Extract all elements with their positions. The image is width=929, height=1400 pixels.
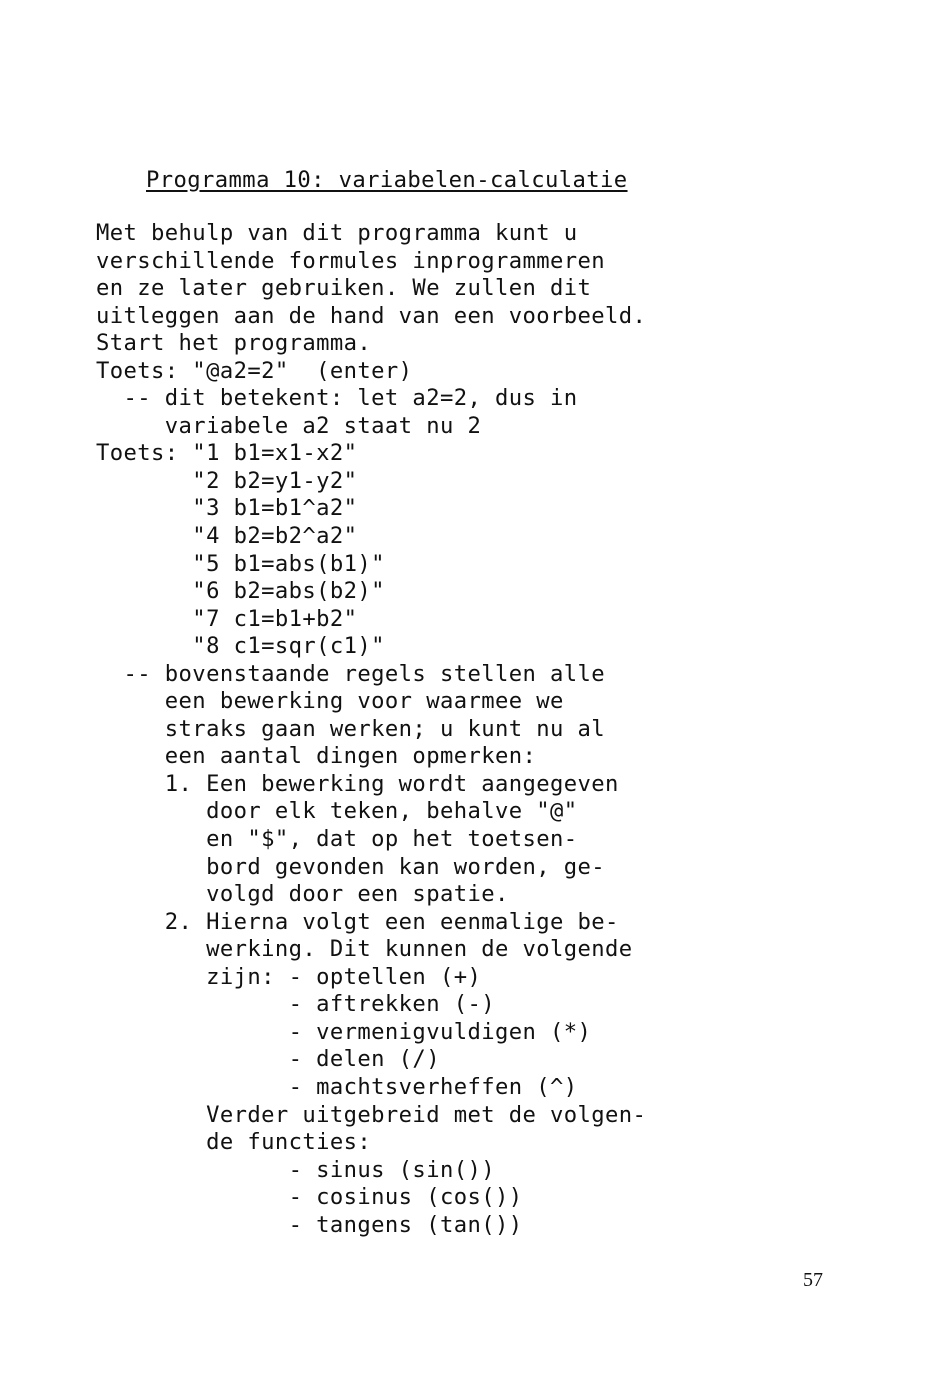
text-line: door elk teken, behalve "@" xyxy=(96,798,578,825)
text-line: -- dit betekent: let a2=2, dus in xyxy=(96,385,578,412)
text-line: en "$", dat op het toetsen- xyxy=(96,826,578,853)
text-line: "5 b1=abs(b1)" xyxy=(96,550,385,577)
text-line: Start het programma. xyxy=(96,330,372,357)
text-line: "7 c1=b1+b2" xyxy=(96,605,358,632)
text-line: - delen (/) xyxy=(96,1046,440,1073)
text-line: variabele a2 staat nu 2 xyxy=(96,412,482,439)
text-line: - tangens (tan()) xyxy=(96,1211,523,1238)
text-line: Toets: "@a2=2" (enter) xyxy=(96,357,413,384)
text-line: - sinus (sin()) xyxy=(96,1156,495,1183)
text-line: werking. Dit kunnen de volgende xyxy=(96,936,633,963)
text-line: Verder uitgebreid met de volgen- xyxy=(96,1101,647,1128)
text-line: - aftrekken (-) xyxy=(96,991,495,1018)
text-line: "4 b2=b2^a2" xyxy=(96,523,358,550)
text-line: Met behulp van dit programma kunt u xyxy=(96,220,578,246)
page-number: 57 xyxy=(803,1269,823,1291)
text-line: en ze later gebruiken. We zullen dit xyxy=(96,275,592,302)
section-title: Programma 10: variabelen-calculatie xyxy=(146,167,628,193)
text-line: - machtsverheffen (^) xyxy=(96,1073,578,1100)
text-line: zijn: - optellen (+) xyxy=(96,963,482,990)
text-line: "2 b2=y1-y2" xyxy=(96,467,358,494)
body-text xyxy=(96,220,646,1239)
text-line: verschillende formules inprogrammeren xyxy=(96,247,606,274)
text-line: de functies: xyxy=(96,1129,372,1156)
text-line: -- bovenstaande regels stellen alle xyxy=(96,660,606,687)
text-line: Toets: "1 b1=x1-x2" xyxy=(96,440,358,467)
text-line: "6 b2=abs(b2)" xyxy=(96,578,385,605)
text-line: bord gevonden kan worden, ge- xyxy=(96,853,606,880)
text-line: - cosinus (cos()) xyxy=(96,1184,523,1211)
text-line: "3 b1=b1^a2" xyxy=(96,495,358,522)
text-line: - vermenigvuldigen (*) xyxy=(96,1018,592,1045)
text-line: een aantal dingen opmerken: xyxy=(96,743,537,770)
text-line: "8 c1=sqr(c1)" xyxy=(96,633,385,660)
text-line: straks gaan werken; u kunt nu al xyxy=(96,715,606,742)
text-line: uitleggen aan de hand van een voorbeeld. xyxy=(96,302,647,329)
text-line: een bewerking voor waarmee we xyxy=(96,688,564,715)
text-line: volgd door een spatie. xyxy=(96,881,509,908)
text-line: 1. Een bewerking wordt aangegeven xyxy=(96,770,619,797)
text-line: 2. Hierna volgt een eenmalige be- xyxy=(96,908,619,935)
